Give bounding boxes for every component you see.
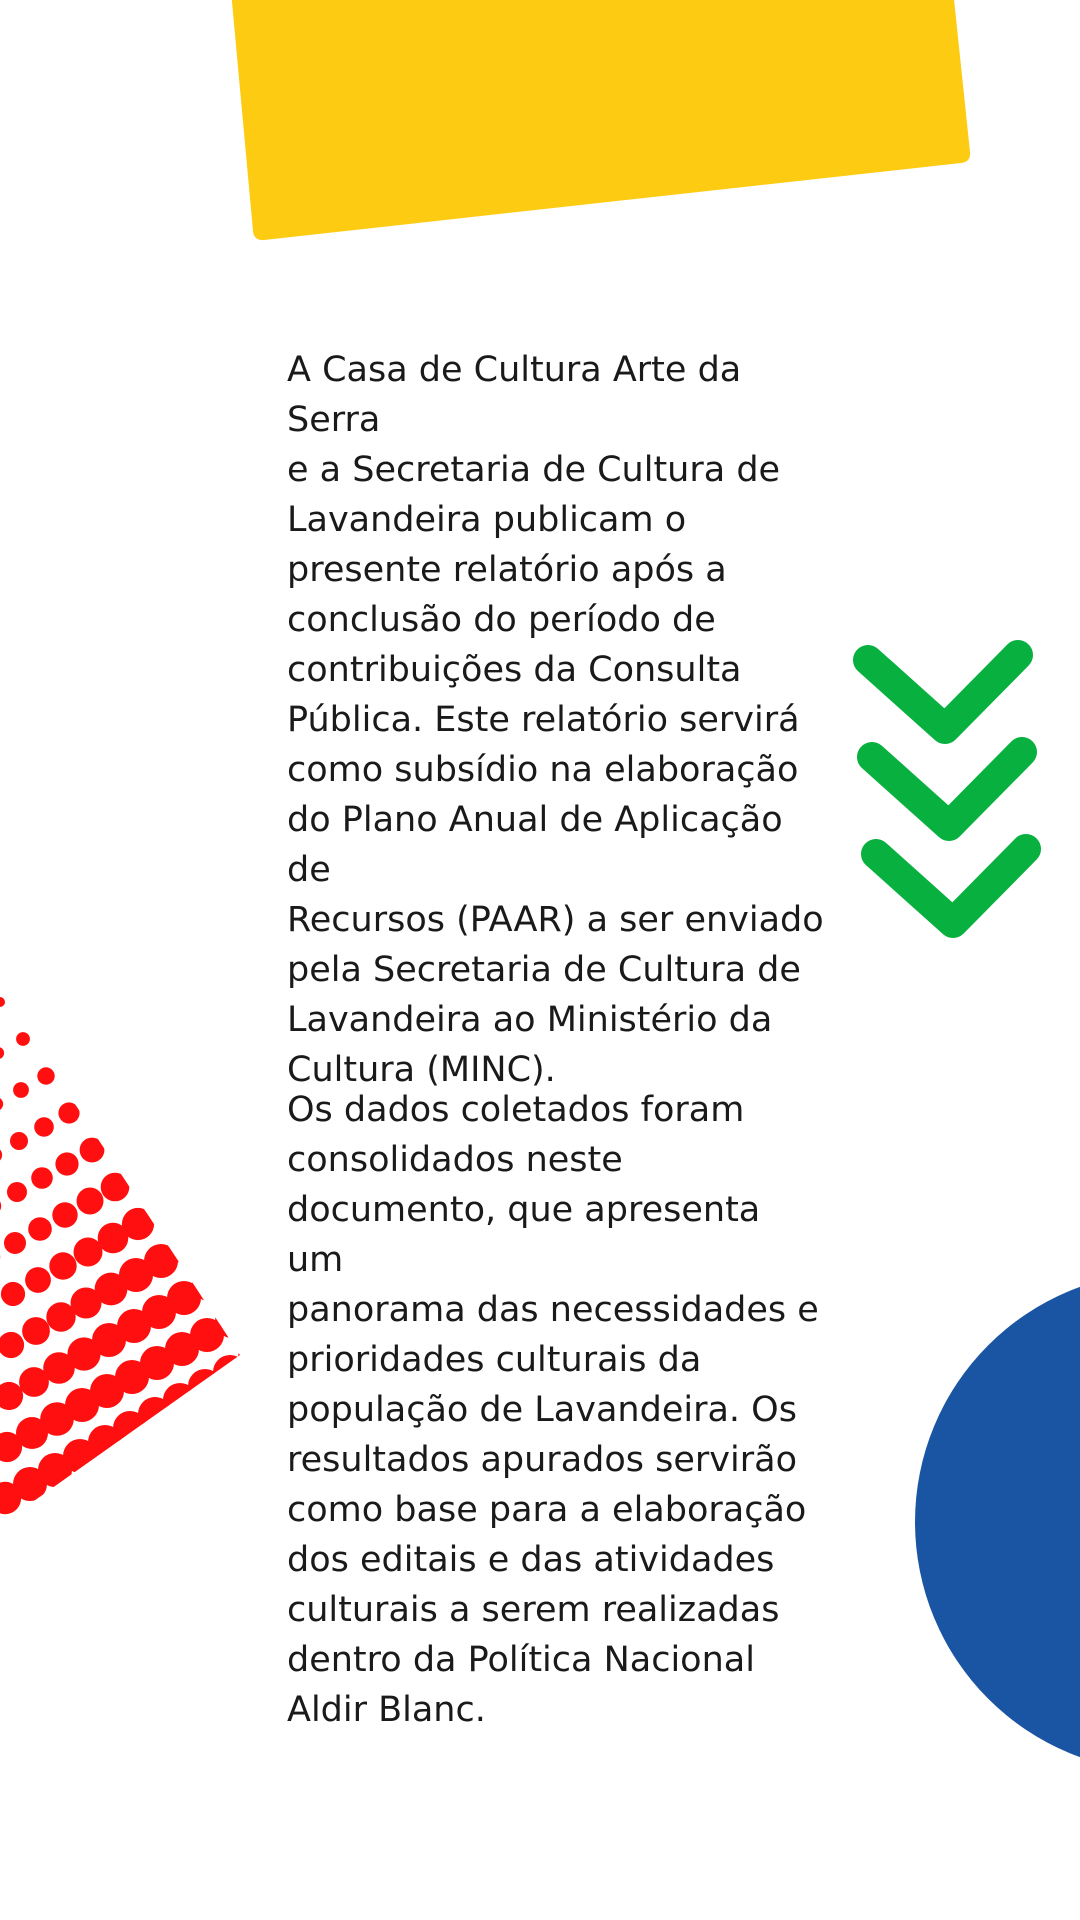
red-dot bbox=[19, 982, 31, 994]
red-dot bbox=[184, 1471, 218, 1505]
red-dot bbox=[77, 1188, 104, 1215]
red-dot bbox=[159, 1485, 193, 1519]
red-dot bbox=[182, 1522, 216, 1556]
red-dot bbox=[149, 1143, 181, 1175]
red-dot bbox=[194, 1216, 228, 1250]
red-dot bbox=[1, 1282, 25, 1306]
red-dot bbox=[238, 1341, 272, 1375]
red-dot bbox=[240, 1290, 274, 1324]
yellow-banner bbox=[230, 0, 970, 240]
red-dot bbox=[86, 1038, 107, 1059]
red-dot bbox=[0, 1147, 2, 1163]
red-dot bbox=[232, 1494, 266, 1528]
red-dot bbox=[234, 1443, 268, 1477]
red-dot bbox=[176, 1078, 207, 1109]
red-dot bbox=[0, 1047, 4, 1059]
results-paragraph: Os dados coletados foram consolidados neste documento, que apresenta um panorama das necessidades e prioridades culturais da população de Lavandeira. Os resultados apurados servirão como base para a elaboração dos editais e das atividades culturais a serem realizadas dentro da Política Nacional Aldir Blanc. bbox=[287, 1090, 819, 1730]
red-dot bbox=[134, 1499, 168, 1533]
red-dot bbox=[0, 1097, 3, 1111]
red-dot bbox=[171, 1179, 205, 1213]
red-dot bbox=[217, 1253, 251, 1287]
red-dot bbox=[74, 1238, 103, 1267]
chevron-3 bbox=[876, 849, 1026, 923]
red-dot bbox=[138, 1397, 172, 1431]
red-dot bbox=[25, 1267, 51, 1293]
red-dot bbox=[11, 1518, 45, 1552]
red-dot bbox=[161, 1434, 195, 1468]
red-dot bbox=[37, 1067, 54, 1084]
red-dot bbox=[55, 1152, 78, 1175]
red-dot bbox=[65, 1003, 82, 1020]
red-dot bbox=[22, 1317, 50, 1345]
red-dot bbox=[211, 1406, 245, 1440]
red-dot bbox=[0, 1197, 1, 1215]
red-dot bbox=[128, 1108, 156, 1136]
red-dot bbox=[28, 1217, 52, 1241]
red-dot bbox=[61, 1490, 95, 1524]
red-dot bbox=[104, 1123, 131, 1150]
red-dot bbox=[98, 1223, 129, 1254]
red-dot bbox=[19, 1367, 49, 1397]
red-dot bbox=[36, 1504, 70, 1538]
red-dot bbox=[213, 1355, 247, 1389]
red-dot bbox=[198, 1114, 232, 1148]
red-dot bbox=[236, 1392, 270, 1426]
red-dot bbox=[68, 953, 83, 968]
red-dot bbox=[173, 1128, 206, 1161]
red-dot bbox=[242, 1239, 276, 1273]
red-dot bbox=[0, 997, 5, 1007]
red-dot bbox=[31, 1167, 53, 1189]
blue-half-circle bbox=[915, 1272, 1080, 1772]
intro-paragraph: A Casa de Cultura Arte da Serra e a Secretaria de Cultura de Lavandeira publicam o presente relatório após a conclusão do período de contribuições da Consulta Pública. Este relatório servirá como subsídio na elaboração do Plano Anual de Aplicação de Recursos (PAAR) a ser enviado pela Secretaria de Cultura de Lavandeira ao Ministério da Cultura (MINC). bbox=[287, 350, 824, 1090]
red-dot-pattern bbox=[0, 953, 276, 1557]
red-dot bbox=[13, 1082, 29, 1098]
red-dot bbox=[4, 1232, 26, 1254]
red-dot bbox=[209, 1457, 243, 1491]
red-dot bbox=[34, 1117, 54, 1137]
red-dot bbox=[0, 1332, 24, 1358]
red-dot bbox=[125, 1158, 155, 1188]
red-dot bbox=[131, 1058, 157, 1084]
red-dot bbox=[89, 988, 108, 1007]
red-dot bbox=[0, 1382, 23, 1410]
red-dot bbox=[46, 1302, 75, 1331]
red-dot bbox=[16, 1032, 30, 1046]
red-dot bbox=[155, 1043, 183, 1071]
chevron-2 bbox=[872, 752, 1022, 826]
red-dot bbox=[7, 1182, 27, 1202]
red-dot bbox=[80, 1138, 105, 1163]
red-dot bbox=[111, 1462, 145, 1496]
red-dot bbox=[188, 1369, 222, 1403]
red-dot bbox=[107, 1073, 131, 1097]
red-dot bbox=[52, 1202, 77, 1227]
red-dot bbox=[86, 1476, 120, 1510]
red-dot bbox=[152, 1093, 182, 1123]
red-dot bbox=[196, 1165, 230, 1199]
chevron-1 bbox=[868, 655, 1018, 729]
red-dot bbox=[40, 1017, 55, 1032]
triple-chevron-down-icon bbox=[868, 655, 1026, 923]
red-dot bbox=[163, 1383, 197, 1417]
red-dot bbox=[49, 1252, 76, 1279]
red-dot bbox=[186, 1420, 220, 1454]
red-dot bbox=[113, 973, 133, 993]
red-dot bbox=[110, 1023, 132, 1045]
red-dot bbox=[207, 1508, 241, 1542]
red-dot bbox=[83, 1088, 106, 1111]
red-dot bbox=[61, 1052, 80, 1071]
red-dot bbox=[219, 1202, 253, 1236]
red-dot bbox=[43, 967, 56, 980]
red-dot bbox=[109, 1513, 143, 1547]
red-dot bbox=[221, 1151, 255, 1185]
red-dot bbox=[58, 1102, 79, 1123]
red-dot bbox=[101, 1173, 130, 1202]
red-dot bbox=[10, 1132, 28, 1150]
red-dot bbox=[136, 1448, 170, 1482]
red-dot bbox=[134, 1008, 158, 1032]
